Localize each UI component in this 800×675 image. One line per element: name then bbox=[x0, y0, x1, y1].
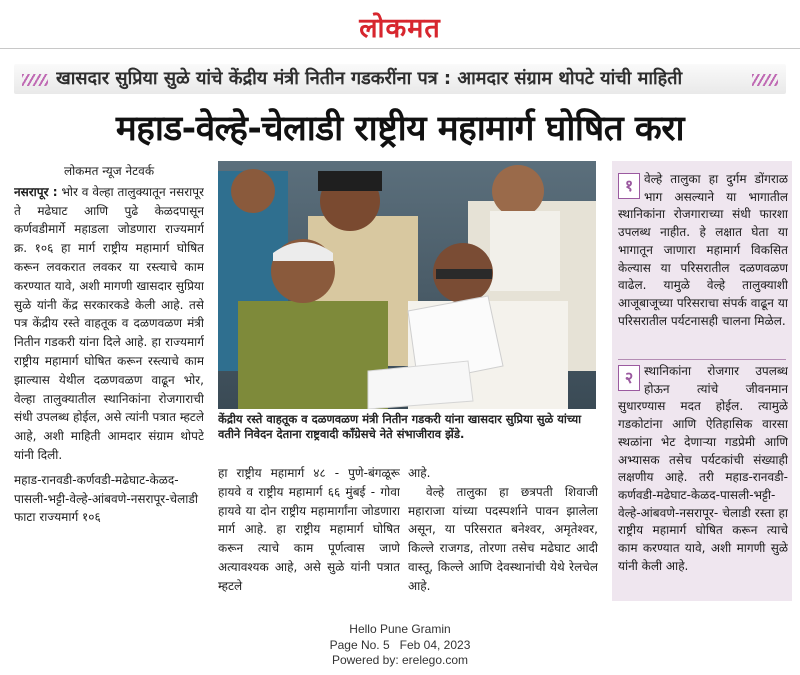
highlight-text: वेल्हे तालुका हा दुर्गम डोंगराळ भाग असल्याने या भागातील स्थानिकांना रोजगाराच्या संधी फारशा उपलब्ध नाहीत. हे लक्षात घेता या भागातून जाणारा महामार्ग विकसित केल्यास या परिसरातील दळणवळण वाढेल. यामुळे वेल्हे तालुक्याशी आजूबाजूच्या परिसराचा संपर्क वाढून या परिसरातील पर्यटनासही चालना मिळेल. bbox=[618, 172, 788, 328]
highlight-box-1 bbox=[618, 171, 788, 359]
page-footer bbox=[0, 622, 800, 672]
newspaper-logo: लोकमत bbox=[359, 13, 441, 44]
edition-name: Hello Pune Gramin bbox=[349, 622, 451, 636]
article-paragraph: भोर व वेल्हा तालुक्यातून नसरापूर ते मढेघाट आणि पुढे केळदपासून कर्णवडीमार्गे महाडला जोडणारा राज्यमार्ग क्र. १०६ हा मार्ग राष्ट्रीय महामार्ग घोषित करून लवकरात लवकर या रस्त्याचे काम करण्यात यावे, अशी मागणी खासदार सुप्रिया सुळे यांनी केंद्र सरकारकडे केली आहे. तसे पत्र केंद्रीय रस्ते वाहतूक व दळणवळण मंत्री नितीन गडकरी यांना दिले आहे. हा राज्यमार्ग राष्ट्रीय महामार्ग घोषित करून रस्त्याचे काम झाल्यास येथील दळणवळण वाढून भोर, वेल्हा तालुक्यातील स्थानिकांना रोजगाराची संधी उपलब्ध होईल, असे त्यांनी पत्रात म्हटले आहे, अशी माहिती आमदार संग्राम थोपटे यांनी दिली. bbox=[14, 184, 204, 462]
article-paragraph: महाड-रानवडी-कर्णवडी-मढेघाट-केळद-पासली-भट्टी-वेल्हे-आंबवणे-नसरापूर-चेलाडी फाटा राज्यमार्ग १०६ bbox=[14, 472, 198, 525]
article-paragraph: हा राष्ट्रीय महामार्ग ४८ - पुणे-बंगळूरू हायवे व राष्ट्रीय महामार्ग ६६ मुंबई - गोवा हायवे या दोन राष्ट्रीय महामार्गांना जोडणारा मार्ग आहे. हा राष्ट्रीय महामार्ग घोषित करून त्याचे काम पूर्णत्वास जाणे अत्यावश्यक आहे, असे सुळे यांनी पत्रात म्हटले bbox=[218, 466, 400, 593]
highlight-number-badge: २ bbox=[618, 365, 640, 391]
article-paragraph: आहे. bbox=[408, 466, 431, 480]
highlight-box-2 bbox=[618, 363, 788, 598]
sidebar-highlights bbox=[612, 161, 792, 601]
kicker-text: खासदार सुप्रिया सुळे यांचे केंद्रीय मंत्री नितीन गडकरींना पत्र : आमदार संग्राम थोपटे यांची माहिती bbox=[56, 68, 683, 89]
article-column-1 bbox=[14, 162, 204, 597]
stripe-ornament-right-icon bbox=[752, 74, 778, 86]
powered-by: Powered by: erelego.com bbox=[331, 653, 469, 667]
highlight-number-badge: १ bbox=[618, 173, 640, 199]
photo-illustration bbox=[218, 161, 596, 409]
kicker-bar bbox=[14, 64, 786, 94]
photo-caption: केंद्रीय रस्ते वाहतूक व दळणवळण मंत्री नितीन गडकरी यांना खासदार सुप्रिया सुळे यांच्या वतीने निवेदन देताना राष्ट्रवादी कॉंग्रेसचे नेते संभाजीराव झेंडे. bbox=[218, 412, 582, 441]
masthead bbox=[0, 0, 800, 46]
dateline: नसरापूर : bbox=[14, 184, 58, 199]
headline: महाड-वेल्हे-चेलाडी राष्ट्रीय महामार्ग घोषित करा bbox=[115, 109, 685, 149]
byline: लोकमत न्यूज नेटवर्क bbox=[63, 164, 155, 178]
news-photo bbox=[218, 161, 596, 409]
stripe-ornament-left-icon bbox=[22, 74, 48, 86]
sidebar-divider bbox=[618, 359, 786, 360]
article-column-3 bbox=[408, 464, 598, 599]
highlight-text: स्थानिकांना रोजगार उपलब्ध होऊन त्यांचे जीवनमान सुधारण्यास मदत होईल. त्यामुळे गडकोटांना आणि ऐतिहासिक वारसा स्थळांना भेट देणाऱ्या गडप्रेमी आणि अभ्यासक तसेच पर्यटकांची संख्याही लक्षणीय आहे. तरी महाड-रानवडी-कर्णवडी-मढेघाट-केळद-पासली-भट्टी-वेल्हे-आंबवणे-नसरापूर- चेलाडी रस्ता हा राष्ट्रीय महामार्ग घोषित करून त्याचे काम करण्यात यावे, अशी मागणी सुळे यांनी केली आहे. bbox=[618, 364, 788, 573]
page-and-date: Page No. 5 Feb 04, 2023 bbox=[329, 637, 471, 652]
article-column-2 bbox=[218, 464, 400, 599]
masthead-divider bbox=[0, 48, 800, 49]
article-paragraph: वेल्हे तालुका हा छत्रपती शिवाजी महाराजा यांच्या पदस्पर्शाने पावन झालेला असून, या परिसरात बनेश्वर, अमृतेश्वर, किल्ले राजगड, तोरणा तसेच मढेघाट आदी वास्तू, किल्ले आणि देवस्थानांची येथे रेलचेल आहे. bbox=[408, 484, 598, 593]
